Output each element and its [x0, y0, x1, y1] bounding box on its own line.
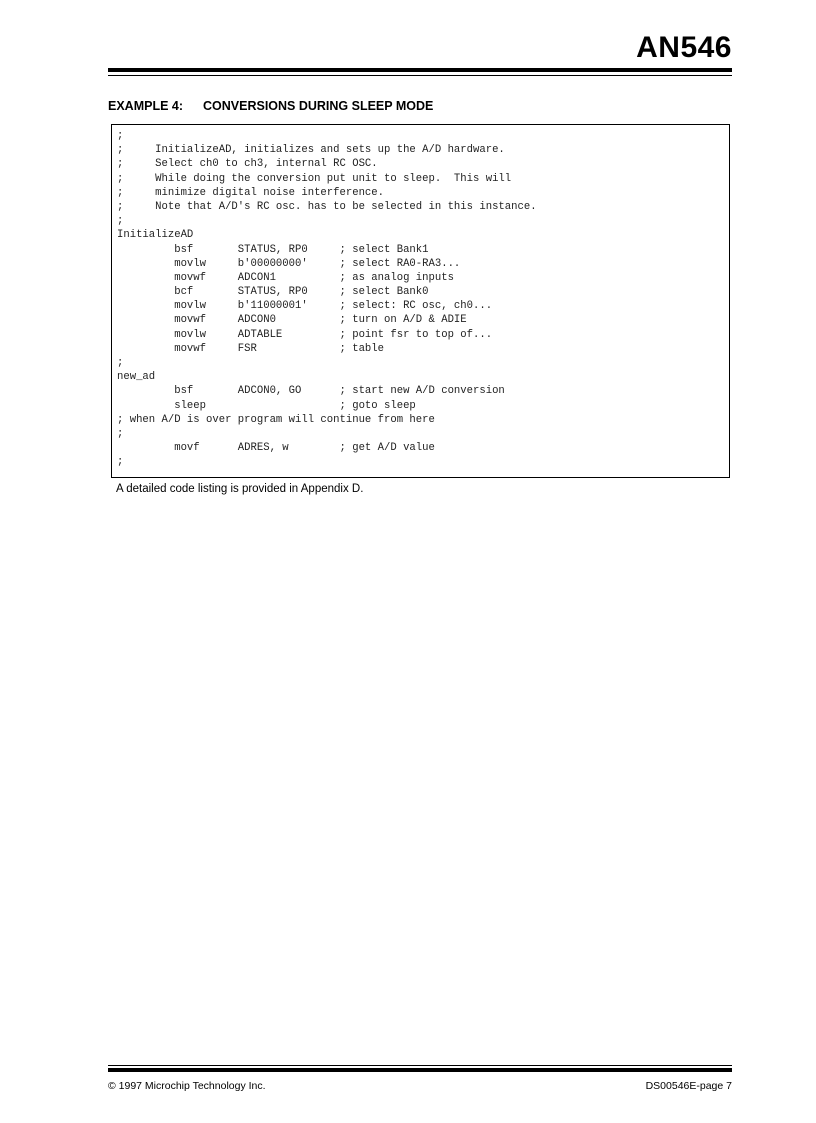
code-line: ; when A/D is over program will continue from here [117, 413, 435, 426]
document-id: AN546 [636, 31, 732, 64]
code-line: ; [117, 357, 124, 369]
code-line: movlw b'00000000' ; select RA0-RA3... [117, 257, 461, 270]
example-caption [108, 98, 433, 114]
header-rule-thin [108, 75, 732, 76]
code-line: movf ADRES, w ; get A/D value [117, 442, 435, 455]
code-line: movwf ADCON1 ; as analog inputs [117, 271, 454, 284]
code-line: new_ad [117, 371, 156, 384]
code-line: ; InitializeAD, initializes and sets up the A/D hardware. [117, 144, 505, 157]
code-line: sleep ; goto sleep [117, 399, 416, 412]
code-line: ; [117, 456, 124, 469]
appendix-note: A detailed code listing is provided in Appendix D. [116, 483, 364, 495]
code-line: ; [117, 427, 124, 440]
code-line: ; Note that A/D's RC osc. has to be selected in this instance. [117, 200, 537, 213]
code-listing [117, 129, 537, 470]
example-title: CONVERSIONS DURING SLEEP MODE [203, 99, 434, 113]
code-line: movwf FSR ; table [117, 342, 385, 355]
footer-copyright: © 1997 Microchip Technology Inc. [108, 1080, 266, 1092]
code-line: bsf ADCON0, GO ; start new A/D conversion [117, 385, 505, 398]
footer-rule-thin [108, 1065, 732, 1066]
code-line: ; minimize digital noise interference. [117, 186, 385, 199]
footer-rule-thick [108, 1068, 732, 1072]
code-line: movwf ADCON0 ; turn on A/D & ADIE [117, 314, 467, 327]
footer-page-ref: DS00546E-page 7 [645, 1080, 732, 1092]
code-line: ; While doing the conversion put unit to sleep. This will [117, 172, 512, 185]
code-line: ; [117, 215, 124, 228]
header-rule-thick [108, 68, 732, 72]
code-line: movlw ADTABLE ; point fsr to top of... [117, 328, 493, 341]
code-line: movlw b'11000001' ; select: RC osc, ch0... [117, 300, 493, 313]
code-line: bsf STATUS, RP0 ; select Bank1 [117, 243, 429, 256]
code-line: ; [117, 130, 124, 142]
code-listing-box [111, 124, 730, 478]
example-label: EXAMPLE 4: [108, 99, 184, 113]
code-line: InitializeAD [117, 229, 194, 242]
code-line: ; Select ch0 to ch3, internal RC OSC. [117, 158, 378, 171]
code-line: bcf STATUS, RP0 ; select Bank0 [117, 286, 429, 299]
